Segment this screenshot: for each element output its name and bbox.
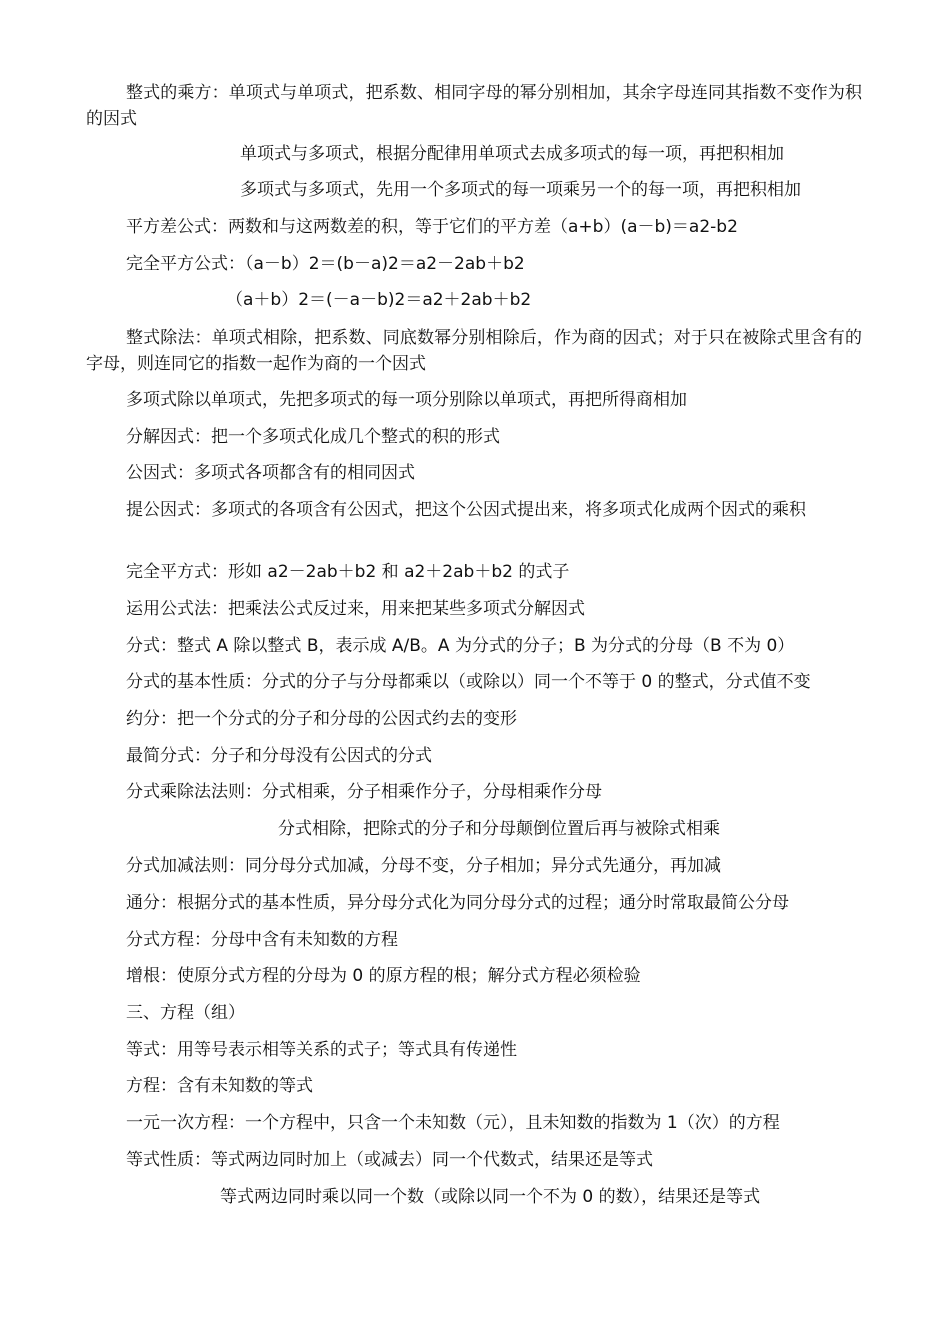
paragraph-integer-multiplication: 整式的乘方：单项式与单项式，把系数、相同字母的幂分别相加，其余字母连同其指数不变作为积的因式 (86, 83, 862, 129)
paragraph-reduction: 约分：把一个分式的分子和分母的公因式约去的变形 (126, 709, 517, 729)
paragraph-fraction-basic-property: 分式的基本性质：分式的分子与分母都乘以（或除以）同一个不等于 0 的整式，分式值不变 (126, 672, 811, 692)
paragraph-fraction-definition: 分式：整式 A 除以整式 B，表示成 A/B。A 为分式的分子；B 为分式的分母（B 不为 0） (126, 636, 795, 656)
paragraph-common-denominator: 通分：根据分式的基本性质，异分母分式化为同分母分式的过程；通分时常取最简公分母 (126, 893, 789, 913)
paragraph-equality: 等式：用等号表示相等关系的式子；等式具有传递性 (126, 1040, 517, 1060)
paragraph-formula-method: 运用公式法：把乘法公式反过来，用来把某些多项式分解因式 (126, 599, 585, 619)
paragraph-polynomial-polynomial: 多项式与多项式，先用一个多项式的每一项乘另一个的每一项，再把积相加 (240, 180, 801, 200)
paragraph-fractional-equation: 分式方程：分母中含有未知数的方程 (126, 930, 398, 950)
paragraph-perfect-square-formula: 完全平方公式：（a－b）2＝(b－a)2＝a2－2ab＋b2 (126, 254, 525, 274)
paragraph-simplest-fraction: 最简分式：分子和分母没有公因式的分式 (126, 746, 432, 766)
paragraph-perfect-square-expression: 完全平方式：形如 a2－2ab＋b2 和 a2＋2ab＋b2 的式子 (126, 562, 570, 582)
paragraph-fraction-mult-div-rule: 分式乘除法法则：分式相乘，分子相乘作分子，分母相乘作分母 (126, 782, 602, 802)
paragraph-equality-property: 等式性质：等式两边同时加上（或减去）同一个代数式，结果还是等式 (126, 1150, 653, 1170)
paragraph-equality-property-2: 等式两边同时乘以同一个数（或除以同一个不为 0 的数），结果还是等式 (220, 1187, 761, 1207)
paragraph-extract-common-factor: 提公因式：多项式的各项含有公因式，把这个公因式提出来，将多项式化成两个因式的乘积 (126, 500, 806, 520)
paragraph-extraneous-root: 增根：使原分式方程的分母为 0 的原方程的根；解分式方程必须检验 (126, 966, 641, 986)
paragraph-integer-division: 整式除法：单项式相除，把系数、同底数幂分别相除后，作为商的因式；对于只在被除式里含有的字母，则连同它的指数一起作为商的一个因式 (86, 328, 862, 374)
paragraph-polynomial-by-monomial: 多项式除以单项式，先把多项式的每一项分别除以单项式，再把所得商相加 (126, 390, 687, 410)
section-heading-equations: 三、方程（组） (126, 1003, 245, 1023)
paragraph-factorization: 分解因式：把一个多项式化成几个整式的积的形式 (126, 427, 500, 447)
paragraph-fraction-add-sub-rule: 分式加减法则：同分母分式加减，分母不变，分子相加；异分式先通分，再加减 (126, 856, 721, 876)
paragraph-perfect-square-formula-2: （a＋b）2＝(－a－b)2＝a2＋2ab＋b2 (226, 290, 532, 310)
paragraph-monomial-polynomial: 单项式与多项式，根据分配律用单项式去成多项式的每一项，再把积相加 (240, 144, 784, 164)
paragraph-difference-of-squares: 平方差公式：两数和与这两数差的积，等于它们的平方差（a+b）(a－b)＝a2-b2 (126, 217, 738, 237)
paragraph-equation: 方程：含有未知数的等式 (126, 1076, 313, 1096)
paragraph-common-factor: 公因式：多项式各项都含有的相同因式 (126, 463, 415, 483)
paragraph-linear-equation: 一元一次方程：一个方程中，只含一个未知数（元），且未知数的指数为 1（次）的方程 (126, 1113, 780, 1133)
paragraph-fraction-division: 分式相除，把除式的分子和分母颠倒位置后再与被除式相乘 (278, 819, 720, 839)
